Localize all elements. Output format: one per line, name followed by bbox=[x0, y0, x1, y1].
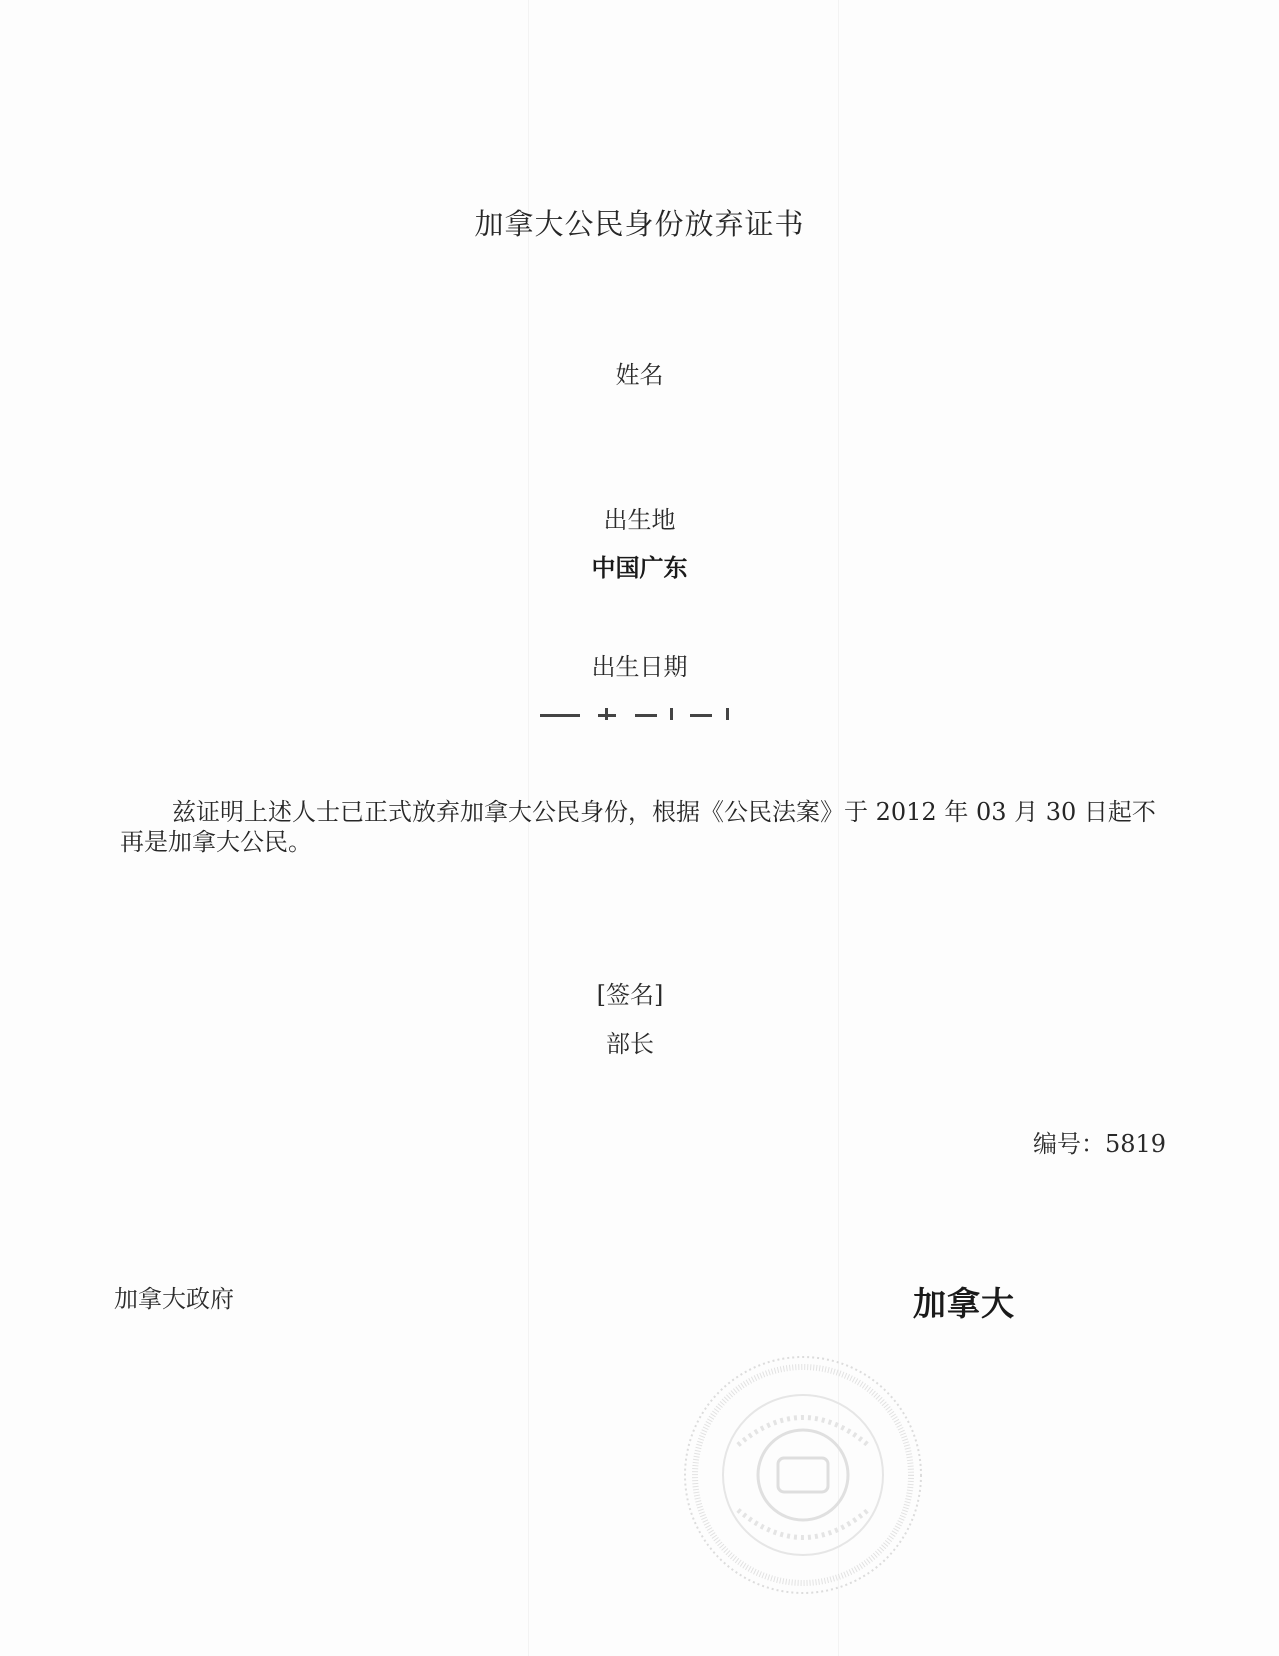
document-title: 加拿大公民身份放弃证书 bbox=[474, 207, 805, 241]
issuer-name: 加拿大政府 bbox=[114, 1285, 234, 1313]
canada-wordmark: 加拿大 bbox=[913, 1284, 1015, 1323]
dob-label: 出生日期 bbox=[591, 653, 688, 681]
certification-statement: 兹证明上述人士已正式放弃加拿大公民身份，根据《公民法案》于 2012 年 03 月 30 日起不再是加拿大公民。 bbox=[120, 798, 1156, 856]
birthplace-value: 中国广东 bbox=[591, 553, 688, 582]
birthplace-label: 出生地 bbox=[603, 506, 676, 534]
embossed-seal-icon bbox=[678, 1350, 928, 1600]
signature-placeholder: [签名] bbox=[596, 981, 664, 1009]
serial-number: 编号：5819 bbox=[1033, 1130, 1167, 1158]
dob-redacted-value bbox=[540, 704, 740, 722]
name-label: 姓名 bbox=[615, 361, 664, 389]
signatory-title: 部长 bbox=[606, 1030, 654, 1058]
